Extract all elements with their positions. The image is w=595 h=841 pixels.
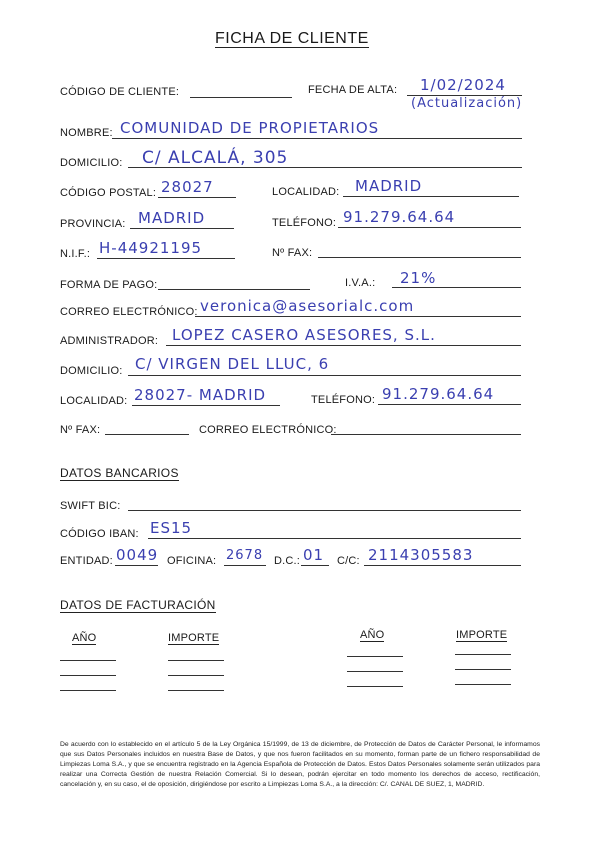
col-importe-1: IMPORTE: [168, 632, 220, 644]
correo-label: CORREO ELECTRÓNICO:: [60, 306, 198, 318]
adm-domicilio-value: C/ VIRGEN DEL LLUC, 6: [135, 355, 330, 373]
billing-line[interactable]: [168, 690, 224, 691]
dc-label: D.C.:: [274, 555, 301, 567]
codigo-postal-field[interactable]: [158, 197, 236, 198]
forma-pago-field[interactable]: [158, 289, 310, 290]
nombre-label: NOMBRE:: [60, 127, 113, 139]
codigo-cliente-field[interactable]: [190, 97, 292, 98]
administrador-value: LOPEZ CASERO ASESORES, S.L.: [172, 326, 436, 344]
localidad-field[interactable]: [343, 196, 519, 197]
adm-telefono-field[interactable]: [378, 404, 521, 405]
col-ano-1: AÑO: [72, 632, 97, 644]
billing-line[interactable]: [455, 684, 511, 685]
adm-correo-field[interactable]: [331, 434, 521, 435]
entidad-label: ENTIDAD:: [60, 555, 113, 567]
billing-line[interactable]: [168, 660, 224, 661]
codigo-postal-label: CÓDIGO POSTAL:: [60, 187, 157, 199]
administrador-field[interactable]: [166, 345, 521, 346]
telefono-label: TELÉFONO:: [272, 217, 337, 229]
billing-line[interactable]: [455, 669, 511, 670]
nombre-field[interactable]: [112, 138, 522, 139]
provincia-value: MADRID: [138, 209, 206, 227]
fax-field[interactable]: [318, 257, 521, 258]
facturacion-heading: DATOS DE FACTURACIÓN: [60, 598, 216, 612]
billing-line[interactable]: [60, 660, 116, 661]
codigo-postal-value: 28027: [161, 178, 214, 196]
telefono-field[interactable]: [338, 227, 521, 228]
codigo-cliente-label: CÓDIGO DE CLIENTE:: [60, 86, 180, 98]
entidad-field[interactable]: [115, 565, 158, 566]
correo-field[interactable]: [195, 316, 521, 317]
correo-value: veronica@asesorialc.com: [200, 297, 415, 315]
nif-value: H-44921195: [99, 239, 203, 257]
nombre-value: COMUNIDAD DE PROPIETARIOS: [120, 119, 380, 137]
administrador-label: ADMINISTRADOR:: [60, 335, 159, 347]
provincia-label: PROVINCIA:: [60, 218, 126, 230]
oficina-field[interactable]: [224, 565, 266, 566]
swift-label: SWIFT BIC:: [60, 500, 121, 512]
iban-label: CÓDIGO IBAN:: [60, 528, 139, 540]
adm-localidad-label: LOCALIDAD:: [60, 395, 128, 407]
adm-fax-field[interactable]: [105, 434, 189, 435]
iban-field[interactable]: [148, 538, 521, 539]
fecha-alta-note: (Actualización): [411, 96, 523, 111]
billing-line[interactable]: [347, 656, 403, 657]
adm-domicilio-label: DOMICILIO:: [60, 365, 123, 377]
col-importe-2: IMPORTE: [456, 629, 508, 641]
cc-value: 2114305583: [368, 546, 474, 564]
domicilio-label: DOMICILIO:: [60, 157, 123, 169]
dc-field[interactable]: [301, 565, 329, 566]
nif-label: N.I.F.:: [60, 248, 91, 260]
forma-pago-label: FORMA DE PAGO:: [60, 279, 158, 291]
adm-domicilio-field[interactable]: [128, 375, 521, 376]
swift-field[interactable]: [128, 510, 521, 511]
entidad-value: 0049: [116, 546, 159, 564]
cc-field[interactable]: [364, 565, 521, 566]
billing-line[interactable]: [347, 686, 403, 687]
adm-localidad-field[interactable]: [132, 405, 280, 406]
page-title: FICHA DE CLIENTE: [215, 30, 369, 47]
fecha-alta-label: FECHA DE ALTA:: [308, 84, 398, 96]
bancarios-heading: DATOS BANCARIOS: [60, 466, 179, 480]
adm-telefono-value: 91.279.64.64: [382, 385, 495, 403]
iban-value: ES15: [150, 519, 193, 537]
legal-footer: De acuerdo con lo establecido en el artículo 5 de la Ley Orgánica 15/1999, de 13 de diciembre, de Protección de Datos de Carácter Personal, le informamos que sus Datos Personales incluidos en nuestra Base de Datos, y que nos fueron facilitados en su momento, forman parte de un fichero responsabilidad de Limpiezas Loma S.A., y que se encuentra registrado en la Agencia Española de Protección de Datos. Estos Datos Personales solamente serán utilizados para realizar una Correcta Gestión de nuestra Relación Comercial. Si lo desean, podrán ejercitar en todo momento los derechos de acceso, rectificación, cancelación y, en su caso, el de oposición, dirigiéndose por escrito a Limpiezas Loma S.A., a la dirección: C/. CANAL DE SUEZ, 1, MADRID.: [60, 741, 540, 788]
dc-value: 01: [303, 546, 325, 564]
oficina-label: OFICINA:: [167, 555, 217, 567]
iva-value: 21%: [400, 269, 437, 287]
provincia-field[interactable]: [130, 228, 234, 229]
billing-line[interactable]: [455, 654, 511, 655]
col-ano-2: AÑO: [360, 629, 385, 641]
billing-line[interactable]: [168, 675, 224, 676]
adm-fax-label: Nº FAX:: [60, 424, 101, 436]
adm-localidad-value: 28027- MADRID: [134, 386, 267, 404]
fecha-alta-value: 1/02/2024: [420, 76, 506, 94]
adm-correo-label: CORREO ELECTRÓNICO:: [199, 424, 337, 436]
billing-line[interactable]: [60, 675, 116, 676]
domicilio-value: C/ ALCALÁ, 305: [142, 148, 289, 168]
billing-line[interactable]: [347, 671, 403, 672]
telefono-value: 91.279.64.64: [343, 208, 456, 226]
localidad-value: MADRID: [355, 177, 423, 195]
localidad-label: LOCALIDAD:: [272, 186, 340, 198]
cc-label: C/C:: [337, 555, 360, 567]
adm-telefono-label: TELÉFONO:: [311, 394, 376, 406]
oficina-value: 2678: [226, 548, 264, 563]
iva-label: I.V.A.:: [345, 277, 376, 289]
billing-line[interactable]: [60, 690, 116, 691]
fax-label: Nº FAX:: [272, 247, 313, 259]
nif-field[interactable]: [97, 258, 235, 259]
iva-field[interactable]: [392, 287, 521, 288]
